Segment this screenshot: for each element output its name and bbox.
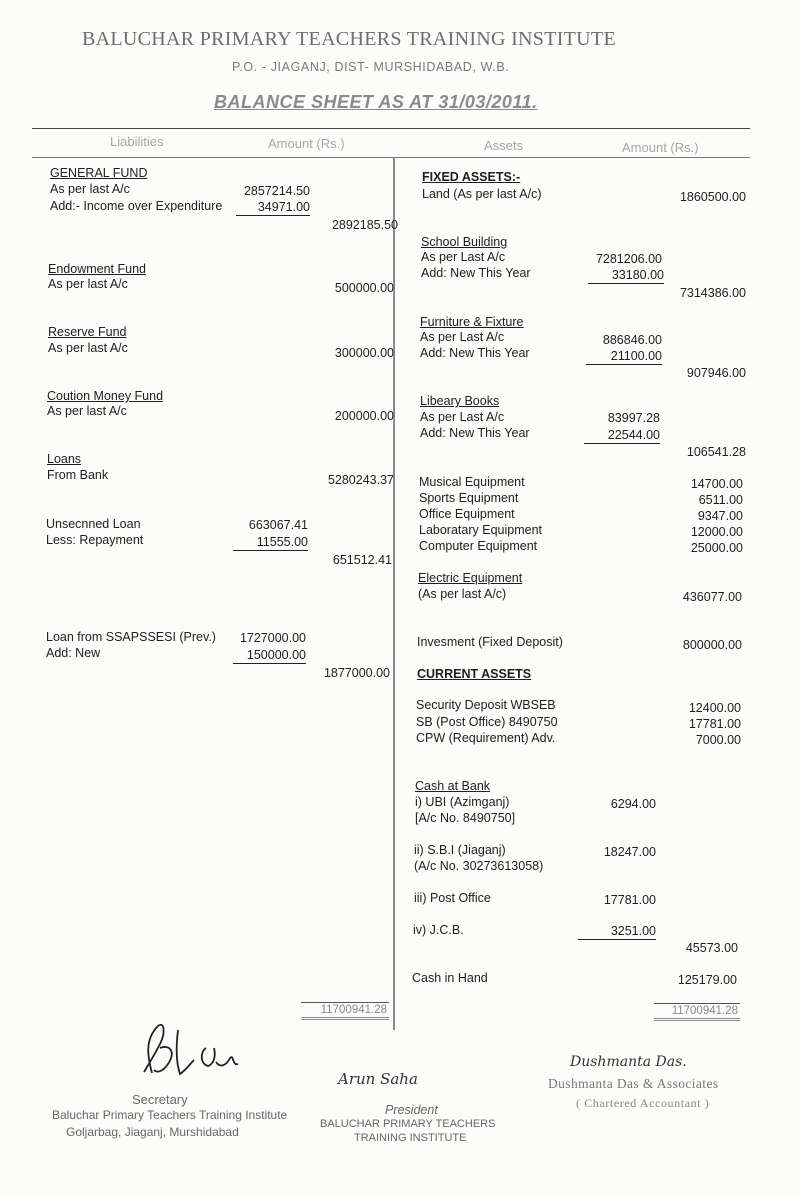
bank-ubi: i) UBI (Azimganj)	[415, 795, 510, 809]
loans-heading: Loans	[47, 452, 82, 466]
furniture-line2: Add: New This Year	[420, 346, 530, 360]
unsecured-loan-line2-amount: 11555.00	[233, 535, 308, 551]
furniture-line1: As per Last A/c	[420, 330, 505, 344]
school-building-line2-amount: 33180.00	[588, 268, 664, 284]
library-heading: Libeary Books	[420, 394, 500, 408]
equipment-office-amount: 9347.00	[697, 509, 743, 523]
bank-post-office: iii) Post Office	[414, 891, 491, 905]
endowment-fund-total: 500000.00	[334, 281, 394, 295]
equipment-computer: Computer Equipment	[419, 539, 538, 553]
unsecured-loan-total: 651512.41	[332, 553, 392, 567]
cash-at-bank-heading: Cash at Bank	[415, 779, 491, 793]
president-role: President	[385, 1103, 438, 1117]
bank-ubi-amount: 6294.00	[610, 797, 656, 811]
ssapssesi-line1-amount: 1727000.00	[239, 631, 306, 645]
unsecured-loan-line2: Less: Repayment	[46, 533, 144, 547]
loans-total: 5280243.37	[327, 473, 394, 487]
current-cpw-advance-amount: 7000.00	[695, 733, 741, 747]
current-security-deposit: Security Deposit WBSEB	[416, 698, 556, 712]
unsecured-loan-line1-amount: 663067.41	[248, 518, 308, 532]
general-fund-line1: As per last A/c	[50, 182, 130, 196]
general-fund-total: 2892185.50	[331, 218, 398, 232]
equipment-musical-amount: 14700.00	[690, 477, 743, 491]
auditor-signature: Dushmanta Das.	[570, 1054, 687, 1070]
auditor-designation: ( Chartered Accountant )	[576, 1096, 710, 1110]
furniture-line1-amount: 886846.00	[602, 333, 662, 347]
general-fund-heading: GENERAL FUND	[50, 166, 148, 180]
school-building-total: 7314386.00	[679, 286, 746, 300]
reserve-fund-total: 300000.00	[334, 346, 394, 360]
unsecured-loan-line1: Unsecnned Loan	[46, 517, 141, 531]
president-org-line2: TRAINING INSTITUTE	[354, 1132, 467, 1144]
electric-heading: Electric Equipment	[418, 571, 523, 585]
land-amount: 1860500.00	[679, 190, 746, 204]
secretary-address: Goljarbag, Jiaganj, Murshidabad	[66, 1125, 239, 1139]
electric-amount: 436077.00	[682, 590, 742, 604]
investment-label: Invesment (Fixed Deposit)	[417, 635, 563, 649]
bank-jcb: iv) J.C.B.	[413, 923, 464, 937]
equipment-computer-amount: 25000.00	[690, 541, 743, 555]
col-amount-right: Amount (Rs.)	[622, 140, 699, 155]
cash-at-bank-total: 45573.00	[685, 941, 738, 955]
ssapssesi-total: 1877000.00	[323, 666, 390, 680]
endowment-fund-heading: Endowment Fund	[48, 262, 146, 276]
secretary-role: Secretary	[132, 1092, 188, 1107]
school-building-line2: Add: New This Year	[421, 266, 531, 280]
library-line2-amount: 22544.00	[584, 428, 660, 444]
col-amount-left: Amount (Rs.)	[268, 136, 345, 151]
ssapssesi-line2-amount: 150000.00	[233, 648, 306, 664]
bank-ubi-account: [A/c No. 8490750]	[415, 811, 516, 825]
school-building-line1: As per Last A/c	[421, 250, 506, 264]
school-building-line1-amount: 7281206.00	[595, 252, 662, 266]
fixed-assets-heading: FIXED ASSETS:-	[422, 170, 521, 184]
president-signature: Arun Saha	[338, 1070, 418, 1088]
loans-line1: From Bank	[47, 468, 109, 482]
column-header-bottom-rule	[32, 157, 750, 158]
ssapssesi-line1: Loan from SSAPSSESI (Prev.)	[46, 630, 216, 644]
equipment-musical: Musical Equipment	[419, 475, 525, 489]
institute-title: BALUCHAR PRIMARY TEACHERS TRAINING INSTITUTE	[82, 28, 616, 50]
current-sb-post-office-amount: 17781.00	[688, 717, 741, 731]
equipment-sports-amount: 6511.00	[698, 493, 743, 507]
institute-address: P.O. - JIAGANJ, DIST- MURSHIDABAD, W.B.	[232, 60, 510, 74]
assets-grand-total: 11700941.28	[654, 1003, 740, 1021]
current-security-deposit-amount: 12400.00	[688, 701, 741, 715]
investment-amount: 800000.00	[682, 638, 742, 652]
electric-line1: (As per last A/c)	[418, 587, 507, 601]
secretary-signature-mark	[130, 1018, 250, 1080]
general-fund-line2-amount: 34971.00	[236, 200, 310, 216]
current-cpw-advance: CPW (Requirement) Adv.	[416, 731, 556, 745]
equipment-laboratory-amount: 12000.00	[690, 525, 743, 539]
bank-sbi: ii) S.B.I (Jiaganj)	[414, 843, 506, 857]
reserve-fund-heading: Reserve Fund	[48, 325, 127, 339]
president-org-line1: BALUCHAR PRIMARY TEACHERS	[320, 1118, 496, 1130]
bank-sbi-amount: 18247.00	[603, 845, 656, 859]
auditor-firm: Dushmanta Das & Associates	[548, 1076, 719, 1091]
equipment-office: Office Equipment	[419, 507, 515, 521]
coution-fund-total: 200000.00	[334, 409, 394, 423]
current-assets-heading: CURRENT ASSETS	[417, 667, 532, 681]
col-assets: Assets	[484, 138, 524, 153]
ssapssesi-line2: Add: New	[46, 646, 101, 660]
library-total: 106541.28	[686, 445, 746, 459]
column-header-top-rule	[32, 128, 750, 129]
furniture-heading: Furniture & Fixture	[420, 315, 524, 329]
equipment-sports: Sports Equipment	[419, 491, 519, 505]
cash-in-hand-label: Cash in Hand	[412, 971, 488, 985]
coution-fund-heading: Coution Money Fund	[47, 389, 164, 403]
liabilities-grand-total: 11700941.28	[301, 1002, 389, 1020]
general-fund-line2: Add:- Income over Expenditure	[50, 199, 223, 213]
bank-post-office-amount: 17781.00	[603, 893, 656, 907]
equipment-laboratory: Laboratary Equipment	[419, 523, 542, 537]
coution-fund-line1: As per last A/c	[47, 404, 127, 418]
reserve-fund-line1: As per last A/c	[48, 341, 128, 355]
col-liabilities: Liabilities	[110, 134, 164, 149]
secretary-org: Baluchar Primary Teachers Training Institute	[52, 1108, 288, 1122]
sheet-title: BALANCE SHEET AS AT 31/03/2011.	[214, 92, 538, 112]
school-building-heading: School Building	[421, 235, 508, 249]
furniture-line2-amount: 21100.00	[586, 349, 662, 365]
endowment-fund-line1: As per last A/c	[48, 277, 128, 291]
library-line1: As per Last A/c	[420, 410, 505, 424]
general-fund-line1-amount: 2857214.50	[243, 184, 310, 198]
land-label: Land (As per last A/c)	[422, 187, 542, 201]
bank-jcb-amount: 3251.00	[578, 924, 656, 940]
bank-sbi-account: (A/c No. 30273613058)	[414, 859, 544, 873]
library-line2: Add: New This Year	[420, 426, 530, 440]
cash-in-hand-amount: 125179.00	[677, 973, 737, 987]
furniture-total: 907946.00	[686, 366, 746, 380]
library-line1-amount: 83997.28	[607, 411, 660, 425]
current-sb-post-office: SB (Post Office) 8490750	[416, 715, 558, 729]
